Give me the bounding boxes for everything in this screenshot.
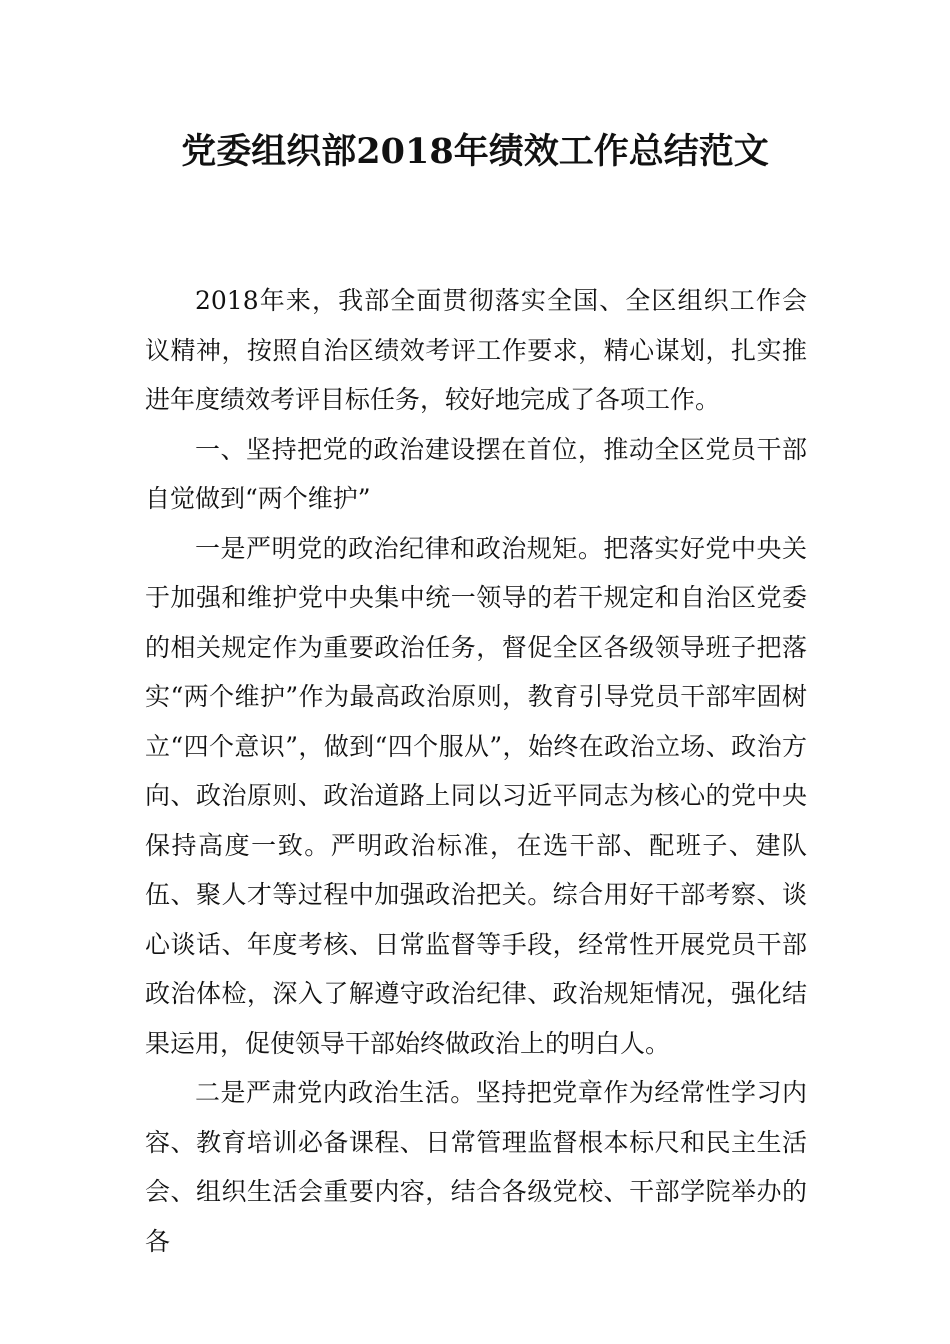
paragraph-intro: 2018年来，我部全面贯彻落实全国、全区组织工作会议精神，按照自治区绩效考评工作要求，精心谋划，扎实推进年度绩效考评目标任务，较好地完成了各项工作。 <box>145 286 807 414</box>
paragraph-item-1: 一是严明党的政治纪律和政治规矩。把落实好党中央关于加强和维护党中央集中统一领导的若干规定和自治区党委的相关规定作为重要政治任务，督促全区各级领导班子把落实“两个维护”作为最高政治原则，教育引导党员干部牢固树立“四个意识”，做到“四个服从”，始终在政治立场、政治方向、政治原则、政治道路上同以习近平同志为核心的党中央保持高度一致。严明政治标准，在选干部、配班子、建队伍、聚人才等过程中加强政治把关。综合用好干部考察、谈心谈话、年度考核、日常监督等手段，经常性开展党员干部政治体检，深入了解遵守政治纪律、政治规矩情况，强化结果运用，促使领导干部始终做政治上的明白人。 <box>145 533 807 1058</box>
paragraph-section-heading-1: 一、坚持把党的政治建设摆在首位，推动全区党员干部自觉做到“两个维护” <box>145 434 807 513</box>
document-body <box>145 276 807 1266</box>
document-title: 党委组织部2018年绩效工作总结范文 <box>181 131 769 172</box>
paragraph-item-2: 二是严肃党内政治生活。坚持把党章作为经常性学习内容、教育培训必备课程、日常管理监督根本标尺和民主生活会、组织生活会重要内容，结合各级党校、干部学院举办的各 <box>145 1078 807 1256</box>
